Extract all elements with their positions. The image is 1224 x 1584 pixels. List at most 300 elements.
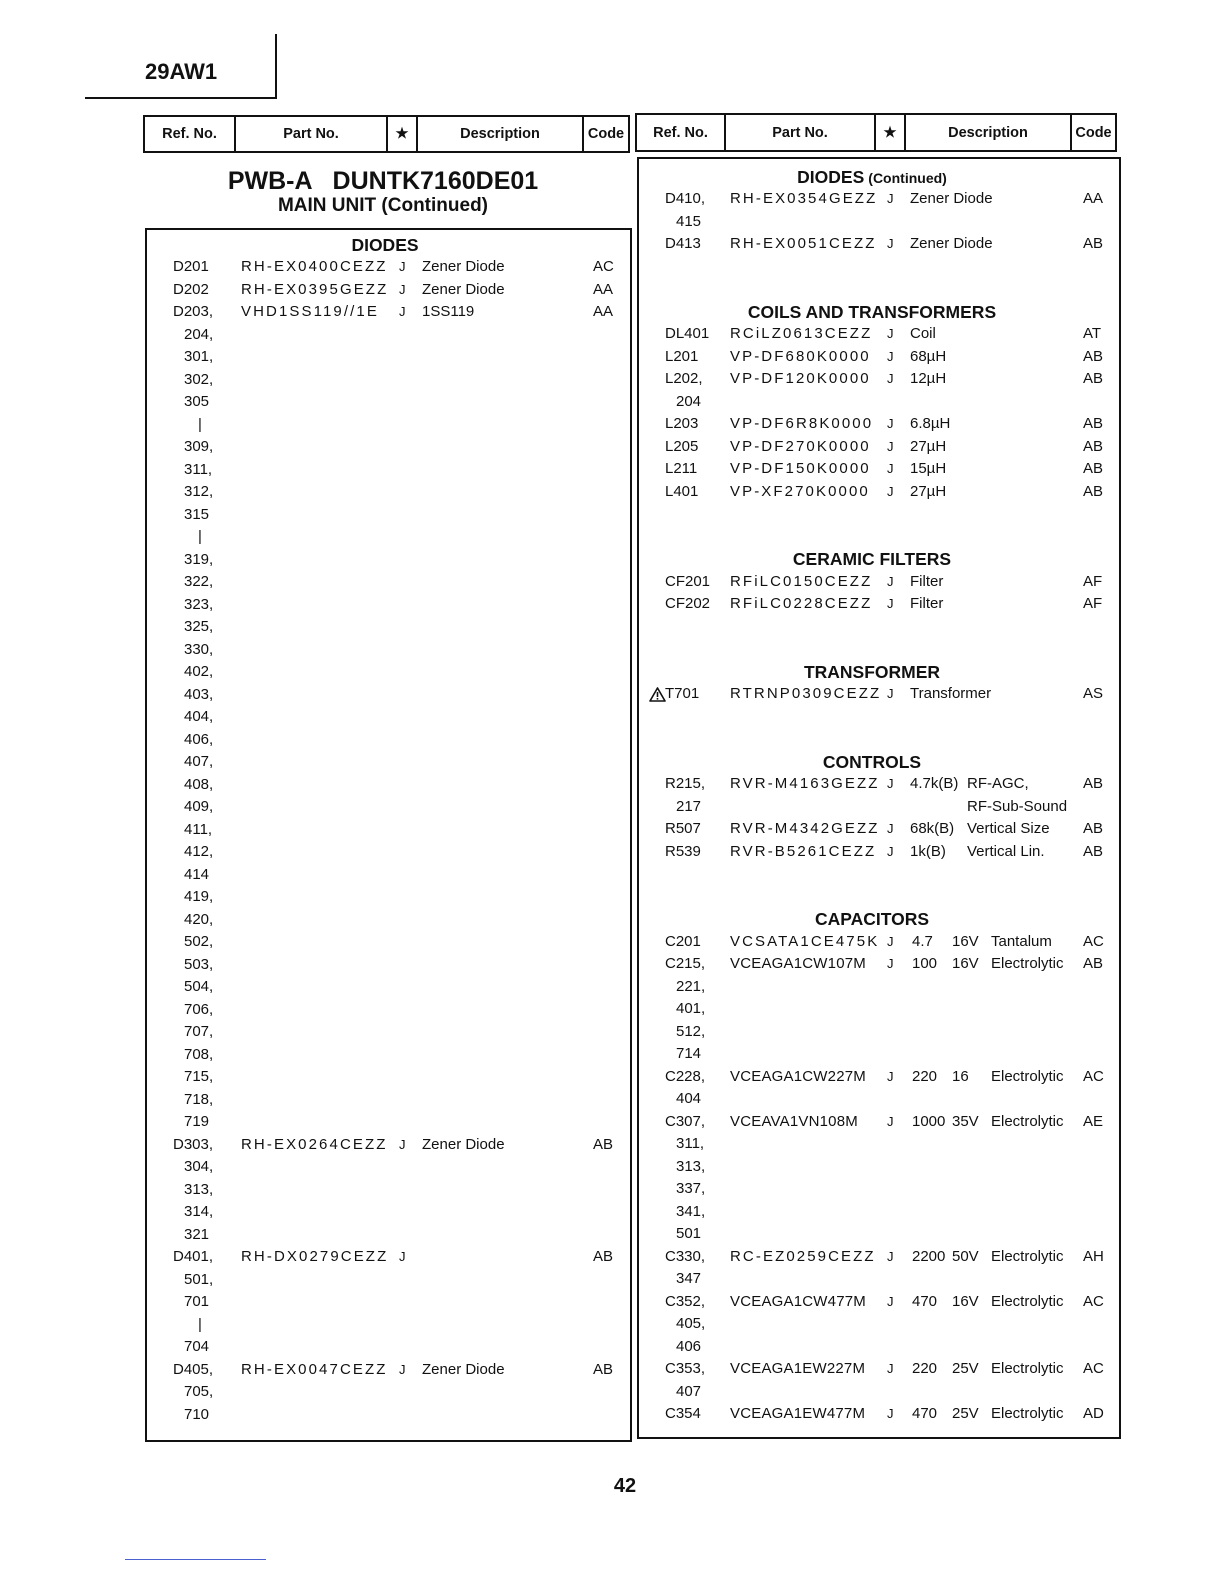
section-title-text: CAPACITORS [814,909,930,930]
parts-section [638,548,1120,616]
description: Zener Diode [422,1360,505,1378]
section-title: DIODES [351,234,419,255]
ref-number: 504, [184,978,214,996]
ref-number: DL401 [665,325,710,343]
ref-number: 404 [676,1090,702,1108]
star-mark: J [887,438,894,454]
parts-section [638,751,1120,864]
table-row [145,751,632,774]
star-mark: J [887,1293,894,1309]
part-number: RCiLZ0613CEZZ [730,325,873,343]
ref-number: 204, [184,325,214,343]
part-number: VHD1SS119//1E [241,303,379,321]
price-code: AC [1083,932,1104,950]
table-row [145,1156,632,1179]
table-row [638,998,1120,1021]
section-title-text: DIODES [797,166,865,187]
part-number: RH-EX0264CEZZ [241,1135,388,1153]
warning-triangle-icon [649,687,666,702]
price-code: AE [1083,1112,1104,1130]
ref-number: 503, [184,955,214,973]
part-number: RVR-M4163GEZZ [730,775,880,793]
description-extra: RF-AGC, [967,775,1029,793]
star-mark: J [887,1248,894,1264]
table-row [145,346,632,369]
ref-number: 407 [676,1382,702,1400]
price-code: AF [1083,572,1103,590]
ref-number: 337, [676,1180,706,1198]
ref-number: 411, [184,820,213,838]
price-code: AB [1083,415,1104,433]
column-star: ★ [388,117,418,151]
price-code: AT [1083,325,1102,343]
table-row [145,369,632,392]
table-row [638,1088,1120,1111]
rated-value: 1000 [912,1112,946,1130]
ref-number: R539 [665,842,701,860]
ref-number: C201 [665,932,701,950]
star-mark: J [399,304,406,320]
table-row [145,1359,632,1382]
table-row [638,683,1120,706]
part-number: VCEAGA1CW227M [730,1067,866,1085]
star-mark: J [399,1136,406,1152]
description: Filter [910,595,944,613]
part-number: RH-EX0354GEZZ [730,190,878,208]
rated-voltage: 16V [952,1292,979,1310]
table-row [145,504,632,527]
ref-number: 404, [184,708,214,726]
description: 1SS119 [422,303,475,321]
column-description: Description [906,115,1072,150]
column-code: Code [587,126,625,142]
ref-number: 708, [184,1045,214,1063]
star-mark: J [887,1068,894,1084]
parts-section [638,661,1120,706]
ref-number: 313, [676,1157,706,1175]
rated-voltage: 16 [952,1067,969,1085]
rated-value: 4.7 [912,932,933,950]
component-type: Electrolytic [991,955,1064,973]
description: Zener Diode [910,235,993,253]
left-parts-list [145,234,632,1427]
table-row [145,1134,632,1157]
ref-number: 502, [184,933,214,951]
table-row [638,233,1120,256]
table-row [145,616,632,639]
table-row [638,1201,1120,1224]
table-row [638,1178,1120,1201]
table-row [145,864,632,887]
part-number: VP-DF120K0000 [730,370,871,388]
unit-subtitle: MAIN UNIT (Continued) [277,195,488,216]
table-row [638,1133,1120,1156]
part-number: RH-EX0400CEZZ [241,258,388,276]
table-row [638,368,1120,391]
ref-number: 313, [184,1180,214,1198]
price-code: AC [593,258,614,276]
table-row [145,1111,632,1134]
table-row [145,1291,632,1314]
ref-number: 704 [184,1338,210,1356]
description: Filter [910,572,944,590]
star-mark: J [887,348,894,364]
star-mark: J [887,236,894,252]
table-row [145,1201,632,1224]
table-row [145,1044,632,1067]
table-row [638,1111,1120,1134]
part-number: RVR-B5261CEZZ [730,842,877,860]
rated-voltage: 50V [952,1247,979,1265]
table-row [145,909,632,932]
rated-value: 470 [912,1292,938,1310]
ref-number: L401 [665,482,699,500]
rated-voltage: 35V [952,1112,979,1130]
price-code: AA [1083,190,1104,208]
table-row [145,1314,632,1337]
ref-number: D410, [665,190,706,208]
star-mark: J [887,371,894,387]
price-code: AB [1083,820,1104,838]
table-row [145,1224,632,1247]
ref-number: D201 [173,258,209,276]
ref-number: 406, [184,730,214,748]
ref-number: D203, [173,303,214,321]
table-row [145,1404,632,1427]
part-number: RFiLC0228CEZZ [730,595,873,613]
price-code: AC [1083,1360,1104,1378]
price-code: AB [593,1135,614,1153]
table-row [638,188,1120,211]
ref-number: 501, [184,1270,214,1288]
table-row [638,1313,1120,1336]
ref-number: 315 [184,505,210,523]
ref-number: 403, [184,685,214,703]
price-code: AB [593,1360,614,1378]
table-row [638,346,1120,369]
table-row [638,953,1120,976]
table-row [638,323,1120,346]
ref-number: 707, [184,1023,214,1041]
section-title [638,301,1106,324]
price-code: AS [1083,685,1104,703]
table-row [145,774,632,797]
ref-number: 718, [184,1090,214,1108]
star-mark: J [887,416,894,432]
price-code: AD [1083,1405,1104,1423]
star-mark: J [887,686,894,702]
component-type: Electrolytic [991,1405,1064,1423]
table-row [145,1179,632,1202]
table-row [145,976,632,999]
table-row [638,1358,1120,1381]
table-row [145,1269,632,1292]
ref-number: 217 [676,797,702,815]
ref-number: 719 [184,1113,210,1131]
description: 6.8µH [910,415,951,433]
table-row [145,1381,632,1404]
table-row [638,593,1120,616]
table-row [638,931,1120,954]
star-mark: J [887,1113,894,1129]
model-horizontal-rule [85,97,277,99]
ref-number: 407, [184,753,214,771]
table-row [145,684,632,707]
board-name: PWB-A [227,167,313,195]
right-parts-list [638,166,1120,1426]
part-number: RH-EX0395GEZZ [241,280,389,298]
table-row [638,1268,1120,1291]
ref-number: 501 [676,1225,702,1243]
table-row [638,1291,1120,1314]
section-title [638,661,1106,684]
star-mark: J [887,843,894,859]
ref-number: 402, [184,663,214,681]
table-row [145,1021,632,1044]
ref-number: D202 [173,280,209,298]
ref-number: L211 [665,460,698,478]
ref-number: CF201 [665,572,711,590]
ref-number: 325, [184,618,214,636]
table-row [145,1246,632,1269]
ref-number: 322, [184,573,214,591]
part-number: VP-DF270K0000 [730,437,871,455]
part-number: VP-DF150K0000 [730,460,871,478]
part-number: VCEAGA1CW477M [730,1292,866,1310]
part-number: VP-DF680K0000 [730,347,871,365]
model-vertical-rule [275,34,277,99]
table-row [145,436,632,459]
column-ref-no: Ref. No. [637,115,726,150]
table-row [638,481,1120,504]
column-code: Code [1075,124,1112,141]
column-header-left [143,115,630,153]
ref-number: D413 [665,235,701,253]
column-description: Description [418,117,584,151]
ref-number: | [198,415,202,433]
table-row [145,324,632,347]
part-number: VCEAGA1CW107M [730,955,866,973]
table-row [145,1336,632,1359]
ref-number: C330, [665,1247,706,1265]
ref-number: D405, [173,1360,214,1378]
ref-number: R215, [665,775,706,793]
part-number: RTRNP0309CEZZ [730,685,882,703]
column-part-no: Part No. [726,115,876,150]
table-row [145,954,632,977]
ref-number: C228, [665,1067,706,1085]
ref-number: 415 [676,212,702,230]
ref-number: 414 [184,865,210,883]
ref-number: 401, [676,1000,706,1018]
table-row [638,1156,1120,1179]
ref-number: 715, [184,1068,214,1086]
rated-value: 220 [912,1360,938,1378]
star-mark: J [887,596,894,612]
price-code: AB [1083,775,1104,793]
table-row [145,706,632,729]
table-row [638,818,1120,841]
part-number: RH-EX0051CEZZ [730,235,877,253]
description: Zener Diode [422,1135,505,1153]
component-type: Electrolytic [991,1067,1064,1085]
ref-number: 311, [184,460,213,478]
rated-voltage: 25V [952,1360,979,1378]
price-code: AB [1083,482,1104,500]
ref-number: 705, [184,1383,214,1401]
ref-number: 221, [676,977,706,995]
ref-number: T701 [665,685,700,703]
ref-number: 305 [184,393,210,411]
description: Zener Diode [422,280,505,298]
parts-section [638,166,1120,256]
description: 68µH [910,347,947,365]
table-row [145,999,632,1022]
star-mark: J [887,1406,894,1422]
rated-voltage: 25V [952,1405,979,1423]
table-row [638,458,1120,481]
rated-value: 100 [912,955,938,973]
rated-value: 220 [912,1067,938,1085]
table-row [145,796,632,819]
ref-number: 321 [184,1225,210,1243]
table-row [145,414,632,437]
ref-number: 314, [184,1203,214,1221]
parts-section [638,908,1120,1426]
part-number: RH-EX0047CEZZ [241,1360,388,1378]
rated-voltage: 16V [952,955,979,973]
column-header-right [635,113,1117,152]
price-code: AB [593,1248,614,1266]
component-type: Electrolytic [991,1292,1064,1310]
parts-section [638,301,1120,504]
price-code: AB [1083,437,1104,455]
section-title [638,166,1106,189]
section-title-text: COILS AND TRANSFORMERS [747,301,997,322]
ref-number: CF202 [665,595,711,613]
ref-number: 714 [676,1045,702,1063]
ref-number: L201 [665,347,699,365]
section-title-text: TRANSFORMER [803,661,941,682]
ref-number: 304, [184,1158,214,1176]
table-row [145,481,632,504]
part-number: VP-XF270K0000 [730,482,870,500]
table-row [145,256,632,279]
section-title [638,908,1106,931]
price-code: AA [593,303,614,321]
ref-number: 311, [676,1135,705,1153]
star-mark: J [887,191,894,207]
ref-number: 204 [676,392,702,410]
part-number: RH-DX0279CEZZ [241,1248,389,1266]
column-part-no: Part No. [236,117,388,151]
star-mark: J [887,573,894,589]
ref-number: 710 [184,1405,210,1423]
ref-number: 309, [184,438,214,456]
price-code: AB [1083,842,1104,860]
ref-number: D401, [173,1248,214,1266]
table-row [638,1381,1120,1404]
table-row [145,594,632,617]
ref-number: 419, [184,888,214,906]
ref-number: 301, [184,348,214,366]
description: 15µH [910,460,947,478]
rated-voltage: 16V [952,932,979,950]
price-code: AC [1083,1292,1104,1310]
price-code: AH [1083,1247,1104,1265]
table-row [145,639,632,662]
part-number: RFiLC0150CEZZ [730,572,873,590]
footer-rule [125,1559,266,1560]
ref-number: D303, [173,1135,214,1153]
table-row [145,549,632,572]
ref-number: L205 [665,437,699,455]
description: 12µH [910,370,947,388]
ref-number: 706, [184,1000,214,1018]
price-code: AF [1083,595,1103,613]
table-row [638,1043,1120,1066]
table-row [638,1336,1120,1359]
table-row [145,819,632,842]
price-code: AB [1083,460,1104,478]
price-code: AA [593,280,614,298]
table-row [145,661,632,684]
table-row [638,211,1120,234]
ref-number: | [198,1315,202,1333]
table-row [638,391,1120,414]
ref-number: C354 [665,1405,701,1423]
ref-number: 512, [676,1022,706,1040]
table-row [638,976,1120,999]
description: 1k(B) [910,842,946,860]
ref-number: 347 [676,1270,702,1288]
column-star: ★ [876,115,906,150]
rated-value: 2200 [912,1247,946,1265]
component-type: Electrolytic [991,1360,1064,1378]
ref-number: 330, [184,640,214,658]
section-title [638,751,1106,774]
ref-number: 323, [184,595,214,613]
table-row [145,931,632,954]
description: Zener Diode [910,190,993,208]
description: Coil [910,325,936,343]
rated-value: 470 [912,1405,938,1423]
star-mark: J [887,1361,894,1377]
ref-number: C215, [665,955,706,973]
table-row [638,413,1120,436]
section-title-text: CERAMIC FILTERS [792,549,952,570]
ref-number: C353, [665,1360,706,1378]
section-title-text: CONTROLS [822,751,922,772]
price-code: AB [1083,347,1104,365]
part-number: VCEAVA1VN108M [730,1112,858,1130]
price-code: AB [1083,235,1104,253]
table-row [638,436,1120,459]
table-row [638,796,1120,819]
table-row [638,773,1120,796]
table-row [145,1089,632,1112]
table-row [145,729,632,752]
ref-number: L202, [665,370,703,388]
description: 68k(B) [910,820,955,838]
table-row [145,391,632,414]
table-row [145,571,632,594]
ref-number: 701 [184,1293,210,1311]
table-row [638,1066,1120,1089]
star-mark: J [399,1361,406,1377]
table-row [145,301,632,324]
table-row [638,841,1120,864]
